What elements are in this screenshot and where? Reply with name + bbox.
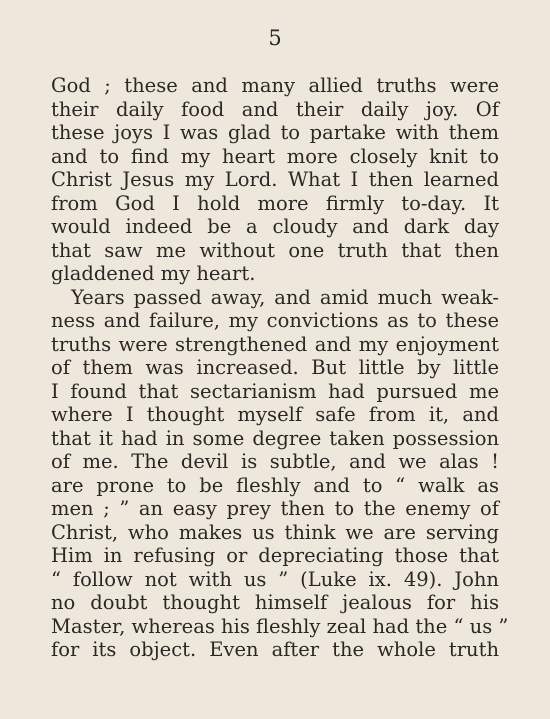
- text-line: Master, whereas his fleshly zeal had the “ us ”: [51, 614, 509, 638]
- text-line: truths were strengthened and my enjoyment: [51, 332, 499, 356]
- paragraph: [51, 285, 509, 662]
- text-line: God ; these and many allied truths were: [51, 74, 499, 97]
- text-line: Christ Jesus my Lord. What I then learned: [51, 168, 499, 191]
- text-line: men ; ” an easy prey then to the enemy of: [51, 497, 499, 520]
- text-line: of them was increased. But little by little: [51, 356, 499, 379]
- text-line: are prone to be fleshly and to “ walk as: [51, 473, 499, 497]
- body-text: [51, 74, 509, 662]
- text-line: would indeed be a cloudy and dark day: [51, 215, 499, 238]
- text-line: of me. The devil is subtle, and we alas !: [51, 450, 499, 473]
- text-line: Him in refusing or depreciating those that: [51, 544, 499, 567]
- text-line: no doubt thought himself jealous for his: [51, 591, 499, 614]
- text-line: and to find my heart more closely knit to: [51, 144, 499, 168]
- paragraph: [51, 74, 499, 286]
- text-line: ness and failure, my convictions as to these: [51, 309, 499, 332]
- text-line: Christ, who makes us think we are serving: [51, 520, 499, 544]
- text-line: that saw me without one truth that then: [51, 238, 499, 262]
- text-line: that it had in some degree taken possession: [51, 426, 499, 450]
- text-line: “ follow not with us ” (Luke ix. 49). John: [51, 567, 499, 591]
- text-line: from God I hold more firmly to-day. It: [51, 191, 499, 215]
- text-line: Years passed away, and amid much weak-: [71, 285, 499, 309]
- page-number: 5: [268, 26, 282, 50]
- text-line: I found that sectarianism had pursued me: [51, 379, 499, 403]
- text-line: gladdened my heart.: [51, 262, 256, 285]
- text-line: for its object. Even after the whole truth: [51, 638, 499, 661]
- text-line: these joys I was glad to partake with them: [51, 121, 499, 144]
- text-line: where I thought myself safe from it, and: [51, 403, 499, 426]
- text-line: their daily food and their daily joy. Of: [51, 97, 499, 121]
